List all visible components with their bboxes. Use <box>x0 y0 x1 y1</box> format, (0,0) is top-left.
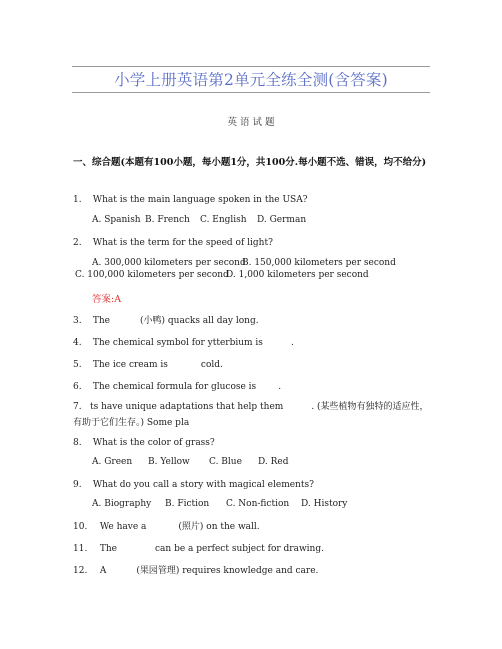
question-6 <box>73 380 433 394</box>
answer-value: A <box>114 294 122 305</box>
question-text-after: . <box>290 338 294 348</box>
question-number: 10. <box>73 522 88 532</box>
question-text: What is the main language spoken in the USA? <box>92 195 308 205</box>
question-text: What is the term for the speed of light? <box>92 238 273 248</box>
question-2 <box>73 236 433 250</box>
question-10 <box>73 520 433 534</box>
question-3 <box>73 314 433 328</box>
option-c: C. Non-fiction <box>226 499 290 509</box>
option-d: D. 1,000 kilometers per second <box>226 270 369 280</box>
document-title: 小学上册英语第2单元全练全测(含答案) <box>114 71 388 89</box>
title-underline <box>72 92 430 93</box>
question-text-before: A <box>99 566 107 576</box>
question-text-after: (照片) on the wall. <box>178 522 260 532</box>
answer-line <box>92 291 121 305</box>
question-text-before: We have a <box>99 522 147 532</box>
question-text-before: The chemical symbol for ytterbium is <box>92 338 263 348</box>
question-number: 5. <box>73 360 82 370</box>
top-rule <box>72 66 430 67</box>
question-8 <box>73 436 433 450</box>
question-number: 7. <box>73 402 82 412</box>
question-text-before: The chemical formula for glucose is <box>92 382 257 392</box>
option-b: B. 150,000 kilometers per second <box>242 258 396 268</box>
question-5 <box>73 358 433 372</box>
option-d: D. German <box>257 215 307 225</box>
question-number: 3. <box>73 316 82 326</box>
question-text-before: The <box>99 544 118 554</box>
option-a: A. 300,000 kilometers per second <box>92 258 246 268</box>
question-text-after: cold. <box>200 360 223 370</box>
option-d: D. Red <box>258 457 289 467</box>
question-number: 2. <box>73 238 82 248</box>
question-text-before: The ice cream is <box>92 360 168 370</box>
question-number: 6. <box>73 382 82 392</box>
question-text: What do you call a story with magical elements? <box>92 480 314 490</box>
question-text-after: . (某些植物有独特的适应性，有助于它们生存。) Some pla <box>73 402 429 428</box>
question-number: 1. <box>73 195 82 205</box>
document-subtitle: 英 语 试 题 <box>227 117 275 128</box>
question-text-after: . <box>278 382 282 392</box>
option-a: A. Biography <box>92 499 152 509</box>
question-12 <box>73 564 433 578</box>
question-text-before: ts have unique adaptations that help them <box>90 402 284 412</box>
option-b: B. French <box>145 215 190 225</box>
question-7 <box>73 399 429 431</box>
question-1 <box>73 193 433 207</box>
question-11 <box>73 542 433 556</box>
option-a: A. Spanish <box>92 215 141 225</box>
question-4 <box>73 336 433 350</box>
question-number: 4. <box>73 338 82 348</box>
question-number: 9. <box>73 480 82 490</box>
option-d: D. History <box>301 499 348 509</box>
section-heading: 一、综合题(本题有100小题，每小题1分，共100分.每小题不选、错误，均不给分) <box>73 157 427 168</box>
question-number: 8. <box>73 438 82 448</box>
question-text: What is the color of grass? <box>92 438 215 448</box>
answer-label: 答案: <box>92 294 115 305</box>
question-9 <box>73 478 433 492</box>
option-b: B. Fiction <box>165 499 210 509</box>
question-number: 12. <box>73 566 88 576</box>
option-a: A. Green <box>92 457 133 467</box>
option-c: C. 100,000 kilometers per second <box>75 270 229 280</box>
question-text-after: (小鸭) quacks all day long. <box>140 316 259 326</box>
question-number: 11. <box>73 544 88 554</box>
option-b: B. Yellow <box>148 457 190 467</box>
question-text-after: can be a perfect subject for drawing. <box>155 544 324 554</box>
question-text-after: (果园管理) requires knowledge and care. <box>136 566 319 576</box>
question-text-before: The <box>92 316 111 326</box>
option-c: C. English <box>200 215 247 225</box>
option-c: C. Blue <box>209 457 242 467</box>
